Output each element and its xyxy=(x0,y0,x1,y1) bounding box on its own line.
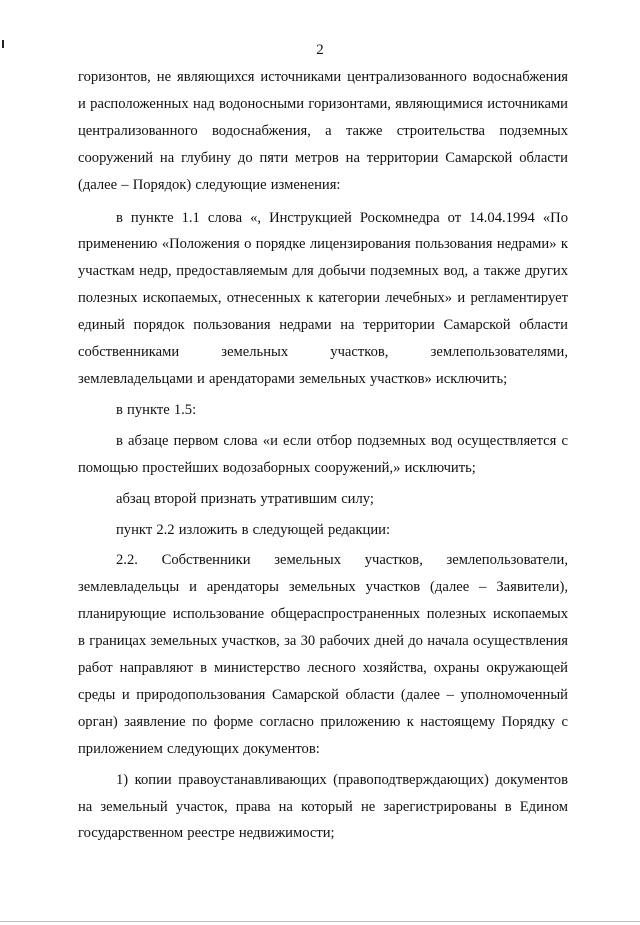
paragraph-abzac-first: в абзаце первом слова «и если отбор подземных вод осуществляется с помощью простейших водозаборных сооружений,» исключить; xyxy=(78,432,568,476)
paragraph-abzac-second: абзац второй признать утратившим силу; xyxy=(116,490,374,507)
document-body xyxy=(78,64,568,847)
paragraph-item-1-1: в пункте 1.1 слова «, Инструкцией Роскомнедра от 14.04.1994 «По применению «Положения о порядке лицензирования пользования недрами» к участкам недр, предоставляемым для добычи подземных вод, а также других полезных ископаемых, отнесенных к категории лечебных» и регламентирует единый порядок пользования недрами на территории Самарской области собственниками земельных участков, землепользователями, землевладельцами и арендаторами земельных участков» исключить; xyxy=(78,209,568,387)
paragraph-item-2-2-intro: пункт 2.2 изложить в следующей редакции: xyxy=(116,521,391,538)
paragraph-continuation: горизонтов, не являющихся источниками централизованного водоснабжения и расположенных над водоносными горизонтами, являющимися источниками централизованного водоснабжения, а также строительства подземных сооружений на глубину до пяти метров на территории Самарской области (далее – Порядок) следующие изменения: xyxy=(78,69,568,193)
paragraph-item-2-2: 2.2. Собственники земельных участков, землепользователи, землевладельцы и арендаторы земельных участков (далее – Заявители), планирующие использование общераспространенных полезных ископаемых в границах земельных участков, за 30 рабочих дней до начала осуществления работ направляют в министерство лесного хозяйства, охраны окружающей среды и природопользования Самарской области (далее – уполномоченный орган) заявление по форме согласно приложению к настоящему Порядку с приложением следующих документов: xyxy=(78,552,568,757)
paragraph-item-1-5: в пункте 1.5: xyxy=(116,401,197,418)
paragraph-subitem-1: 1) копии правоустанавливающих (правоподтверждающих) документов на земельный участок, права на который не зарегистрированы в Едином государственном реестре недвижимости; xyxy=(78,771,568,842)
page-number: 2 xyxy=(316,42,324,58)
scan-bottom-edge xyxy=(0,921,640,922)
